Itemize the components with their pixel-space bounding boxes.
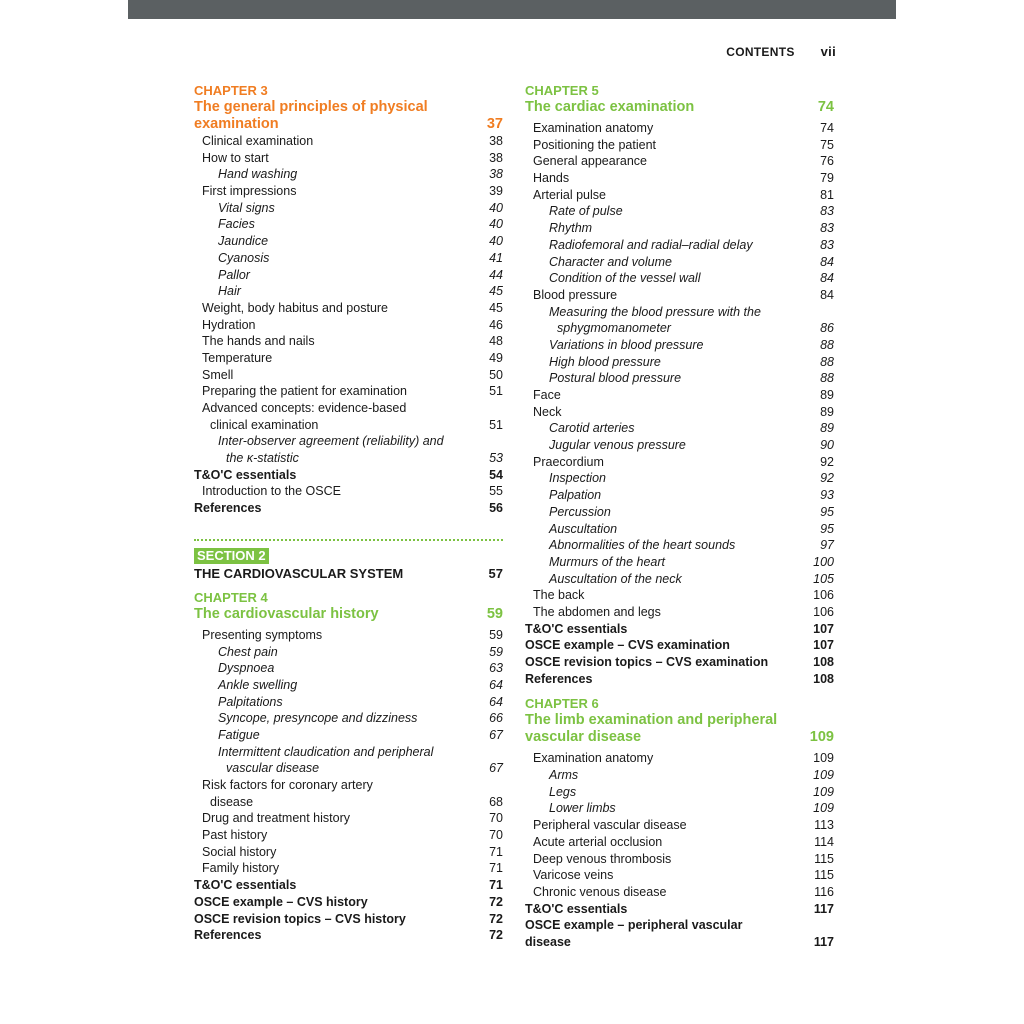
toc-entry	[525, 437, 834, 454]
toc-entry	[525, 637, 834, 654]
toc-entry	[194, 744, 503, 761]
toc-entry	[194, 894, 503, 911]
toc-entry	[525, 554, 834, 571]
chapter-3-entries	[194, 133, 503, 517]
toc-entry-title: Lower limbs	[549, 801, 616, 816]
toc-entry	[525, 287, 834, 304]
toc-entry-title: Peripheral vascular disease	[533, 818, 687, 833]
toc-entry-title: The hands and nails	[202, 334, 315, 349]
toc-entry	[194, 677, 503, 694]
toc-entry	[525, 934, 834, 951]
toc-entry	[525, 767, 834, 784]
toc-entry-page: 93	[820, 488, 834, 503]
chapter-5-label: CHAPTER 5	[525, 83, 599, 98]
toc-entry-page: 55	[489, 484, 503, 499]
toc-entry-page: 51	[489, 384, 503, 399]
toc-entry	[194, 250, 503, 267]
toc-entry-title: Arterial pulse	[533, 187, 606, 202]
section-2-title: THE CARDIOVASCULAR SYSTEM	[194, 565, 404, 581]
toc-entry	[525, 750, 834, 767]
toc-entry-title: Hair	[218, 284, 241, 299]
toc-entry-title: Hand washing	[218, 167, 298, 182]
toc-entry-page: 88	[820, 371, 834, 386]
toc-entry	[194, 760, 503, 777]
toc-entry-title: Postural blood pressure	[549, 371, 682, 386]
toc-entry-title: Syncope, presyncope and dizziness	[218, 711, 418, 726]
toc-entry-title: Fatigue	[218, 727, 260, 742]
toc-entry-page: 90	[820, 438, 834, 453]
toc-entry-title: Praecordium	[533, 454, 604, 469]
toc-entry	[194, 860, 503, 877]
toc-entry-title: sphygmomanometer	[557, 321, 671, 336]
toc-entry-title: T&O'C essentials	[194, 878, 297, 893]
toc-entry	[194, 183, 503, 200]
toc-entry-title: Weight, body habitus and posture	[202, 300, 389, 315]
toc-entry	[525, 153, 834, 170]
toc-entry	[194, 200, 503, 217]
chapter-5-entries	[525, 120, 834, 687]
toc-entry-title: Clinical examination	[202, 134, 314, 148]
chapter-6-title-line1: The limb examination and peripheral	[525, 712, 778, 729]
toc-entry-page: 70	[489, 828, 503, 843]
toc-entry-page: 92	[820, 454, 834, 469]
toc-entry	[525, 137, 834, 154]
toc-entry-title: disease	[210, 794, 254, 809]
section-2-badge-row	[194, 547, 503, 564]
section-2-badge: SECTION 2	[194, 548, 269, 564]
toc-entry-page: 84	[820, 254, 834, 269]
toc-entry-title: Jugular venous pressure	[549, 438, 686, 453]
running-title: CONTENTS	[726, 45, 795, 59]
toc-entry-page: 51	[489, 417, 503, 432]
toc-entry-title: Chronic venous disease	[533, 884, 667, 899]
top-header-bar	[128, 0, 896, 19]
toc-entry	[194, 150, 503, 167]
chapter-4-label: CHAPTER 4	[194, 589, 268, 605]
chapter-3-title-line2	[194, 116, 503, 133]
toc-entry-page: 74	[820, 121, 834, 135]
toc-entry-title: OSCE example – CVS examination	[525, 638, 730, 653]
toc-entry-title: Palpation	[549, 488, 602, 503]
toc-entry-page: 59	[489, 627, 503, 642]
toc-entry	[525, 504, 834, 521]
toc-entry	[525, 220, 834, 237]
running-header	[726, 44, 836, 59]
chapter-5-title-row	[525, 99, 834, 116]
toc-entry-page: 71	[489, 844, 503, 859]
toc-entry-title: Neck	[533, 404, 562, 419]
toc-entry-title: Deep venous thrombosis	[533, 851, 672, 866]
toc-entry-page: 45	[489, 284, 503, 299]
toc-entry-page: 89	[820, 421, 834, 436]
toc-entry	[194, 283, 503, 300]
toc-entry-page: 38	[489, 134, 503, 148]
toc-entry-page: 114	[814, 834, 834, 849]
toc-entry	[525, 834, 834, 851]
toc-entry-page: 88	[820, 337, 834, 352]
toc-entry-page: 59	[489, 644, 503, 659]
toc-entry-page: 81	[820, 187, 834, 202]
toc-entry	[194, 367, 503, 384]
toc-entry-title: Rhythm	[549, 221, 593, 236]
toc-entry	[194, 660, 503, 677]
toc-entry	[525, 420, 834, 437]
toc-entry-title: Facies	[218, 217, 255, 232]
toc-entry-page: 108	[813, 655, 834, 669]
toc-entry-page: 86	[820, 321, 834, 336]
toc-entry	[194, 267, 503, 284]
toc-entry	[525, 120, 834, 137]
toc-left-column	[194, 82, 503, 944]
toc-entry-title: Dyspnoea	[218, 661, 275, 676]
toc-entry-page: 40	[489, 234, 503, 249]
toc-entry	[525, 884, 834, 901]
toc-entry-title: Family history	[202, 861, 280, 876]
toc-entry-page: 71	[489, 861, 503, 876]
toc-entry-page: 117	[813, 901, 834, 916]
toc-entry-page: 72	[489, 928, 503, 943]
toc-entry	[525, 654, 834, 671]
toc-entry	[525, 784, 834, 801]
toc-entry-page: 38	[489, 150, 503, 165]
toc-entry-page: 107	[813, 638, 834, 653]
toc-entry-page: 75	[820, 137, 834, 152]
section-2-page: 57	[488, 565, 503, 581]
toc-entry-page: 38	[489, 167, 503, 182]
toc-entry-page: 83	[820, 237, 834, 252]
toc-entry-title: Hydration	[202, 317, 256, 332]
toc-entry-title: Varicose veins	[533, 868, 614, 883]
toc-entry-page: 95	[820, 504, 834, 519]
section-2-title-row	[194, 564, 503, 583]
toc-entry	[194, 777, 503, 794]
toc-entry-title: References	[525, 671, 593, 686]
chapter-3-label: CHAPTER 3	[194, 83, 268, 98]
toc-entry	[194, 333, 503, 350]
toc-entry-title: Murmurs of the heart	[549, 554, 666, 569]
toc-entry	[525, 454, 834, 471]
toc-entry-title: Introduction to the OSCE	[202, 484, 341, 499]
toc-entry-title: Inter-observer agreement (reliability) and	[218, 434, 444, 449]
toc-entry-page: 79	[820, 171, 834, 186]
toc-entry	[194, 644, 503, 661]
toc-entry-page: 106	[813, 604, 834, 619]
toc-entry	[194, 927, 503, 944]
toc-entry	[194, 417, 503, 434]
toc-entry-title: Inspection	[549, 471, 606, 486]
toc-entry-title: Preparing the patient for examination	[202, 384, 407, 399]
toc-entry-title: The abdomen and legs	[533, 604, 661, 619]
toc-entry	[194, 827, 503, 844]
toc-entry-page: 84	[820, 287, 834, 302]
chapter-6-title-line2	[525, 729, 834, 746]
toc-entry-title: Arms	[549, 768, 579, 783]
chapter-6-title-text: vascular disease	[525, 729, 642, 746]
toc-entry-page: 56	[489, 501, 503, 516]
toc-entry-title: Rate of pulse	[549, 204, 623, 219]
toc-entry	[525, 387, 834, 404]
toc-entry-page: 109	[813, 768, 834, 783]
section-divider	[194, 539, 503, 547]
toc-entry-page: 64	[489, 694, 503, 709]
toc-entry-title: T&O'C essentials	[194, 467, 297, 482]
toc-entry-page: 46	[489, 317, 503, 332]
toc-entry-title: Pallor	[218, 267, 250, 282]
page-number: vii	[820, 44, 836, 59]
chapter-6-label: CHAPTER 6	[525, 696, 599, 712]
toc-entry-title: Legs	[549, 784, 577, 799]
chapter-6-page: 109	[809, 729, 834, 746]
toc-entry	[194, 433, 503, 450]
toc-entry-title: Blood pressure	[533, 287, 618, 302]
toc-entry	[525, 571, 834, 588]
toc-entry	[525, 337, 834, 354]
toc-entry-title: First impressions	[202, 184, 297, 199]
toc-entry-title: Radiofemoral and radial–radial delay	[549, 237, 753, 252]
toc-entry	[525, 521, 834, 538]
toc-entry-title: Social history	[202, 844, 277, 859]
toc-entry	[194, 300, 503, 317]
toc-entry-page: 115	[814, 851, 834, 866]
toc-entry-page: 44	[489, 267, 503, 282]
toc-entry	[525, 537, 834, 554]
toc-entry-page: 53	[489, 451, 503, 466]
chapter-5-title: The cardiac examination	[525, 99, 695, 115]
toc-entry-page: 71	[489, 878, 503, 893]
toc-entry-title: Condition of the vessel wall	[549, 271, 701, 286]
toc-entry-page: 76	[820, 154, 834, 169]
toc-entry-title: Auscultation	[549, 521, 618, 536]
toc-entry-page: 72	[489, 911, 503, 926]
toc-entry-title: Acute arterial occlusion	[533, 834, 663, 849]
toc-entry	[194, 627, 503, 644]
toc-entry-title: T&O'C essentials	[525, 901, 628, 916]
toc-entry-page: 117	[813, 934, 834, 949]
toc-entry-title: Measuring the blood pressure with the	[549, 304, 761, 319]
toc-entry-page: 72	[489, 894, 503, 909]
toc-entry-page: 64	[489, 677, 503, 692]
toc-entry-title: Past history	[202, 828, 268, 843]
toc-entry	[525, 237, 834, 254]
toc-entry-page: 63	[489, 661, 503, 676]
toc-entry	[525, 470, 834, 487]
toc-entry	[194, 710, 503, 727]
toc-entry-title: Palpitations	[218, 694, 283, 709]
toc-entry	[525, 604, 834, 621]
toc-entry	[194, 467, 503, 484]
toc-entry-page: 40	[489, 217, 503, 232]
toc-entry-title: The back	[533, 588, 585, 603]
toc-entry-title: disease	[525, 934, 571, 949]
toc-entry	[525, 917, 834, 934]
toc-entry	[525, 587, 834, 604]
toc-entry	[525, 621, 834, 638]
toc-entry	[525, 370, 834, 387]
toc-entry-title: T&O'C essentials	[525, 621, 628, 636]
toc-entry-title: Positioning the patient	[533, 137, 657, 152]
toc-entry	[194, 350, 503, 367]
chapter-3-page: 37	[486, 116, 503, 132]
toc-entry-page: 95	[820, 521, 834, 536]
toc-entry-title: References	[194, 501, 262, 516]
toc-entry	[525, 170, 834, 187]
toc-entry	[194, 844, 503, 861]
chapter-4-title-row	[194, 606, 503, 623]
toc-entry-title: High blood pressure	[549, 354, 661, 369]
toc-entry-title: General appearance	[533, 154, 647, 169]
toc-entry	[194, 400, 503, 417]
toc-entry	[194, 810, 503, 827]
toc-entry	[525, 254, 834, 271]
toc-entry	[194, 727, 503, 744]
toc-entry-page: 66	[489, 711, 503, 726]
toc-entry-title: Advanced concepts: evidence-based	[202, 401, 407, 415]
toc-entry-page: 45	[489, 300, 503, 315]
toc-entry-page: 41	[489, 250, 503, 265]
toc-entry-page: 70	[489, 811, 503, 826]
toc-entry-title: OSCE example – peripheral vascular	[525, 918, 743, 933]
toc-entry-page: 116	[814, 884, 834, 899]
toc-entry-page: 67	[489, 727, 503, 742]
toc-entry-title: Vital signs	[218, 200, 275, 215]
toc-entry-page: 115	[814, 868, 834, 883]
toc-entry-page: 40	[489, 200, 503, 215]
toc-entry-page: 67	[489, 761, 503, 776]
toc-entry-page: 89	[820, 404, 834, 419]
toc-entry-page: 100	[813, 554, 834, 569]
chapter-4-page: 59	[486, 605, 503, 622]
toc-entry-page: 50	[489, 367, 503, 382]
toc-entry	[525, 487, 834, 504]
toc-entry-title: Presenting symptoms	[202, 627, 323, 642]
toc-entry-page: 48	[489, 334, 503, 349]
chapter-5-page: 74	[817, 99, 834, 115]
toc-entry-title: the κ-statistic	[226, 451, 299, 466]
toc-entry-page: 89	[820, 388, 834, 402]
toc-entry-title: OSCE revision topics – CVS history	[194, 911, 406, 926]
toc-entry-page: 107	[813, 621, 834, 636]
toc-entry-title: How to start	[202, 150, 269, 165]
toc-entry	[194, 133, 503, 150]
toc-entry	[525, 817, 834, 834]
toc-entry-title: OSCE example – CVS history	[194, 894, 368, 909]
toc-entry-page: 39	[489, 184, 503, 199]
toc-entry-title: OSCE revision topics – CVS examination	[525, 655, 769, 669]
toc-entry-title: Risk factors for coronary artery	[202, 778, 373, 792]
toc-entry	[525, 203, 834, 220]
toc-entry	[194, 794, 503, 811]
toc-entry-page: 84	[820, 271, 834, 286]
toc-entry	[525, 404, 834, 421]
toc-entry-page: 83	[820, 221, 834, 236]
toc-entry-page: 106	[813, 588, 834, 603]
toc-entry-title: Chest pain	[218, 644, 278, 659]
toc-entry-page: 97	[820, 538, 834, 553]
chapter-4-title: The cardiovascular history	[194, 605, 379, 622]
toc-entry	[194, 911, 503, 928]
toc-entry	[525, 800, 834, 817]
toc-entry	[194, 383, 503, 400]
toc-entry-title: Percussion	[549, 504, 611, 519]
toc-entry-title: Hands	[533, 171, 570, 186]
chapter-3-title-text: examination	[194, 116, 279, 132]
toc-entry-title: Smell	[202, 367, 234, 382]
toc-entry	[194, 317, 503, 334]
toc-entry-title: Ankle swelling	[218, 677, 298, 692]
toc-entry	[194, 166, 503, 183]
toc-entry	[525, 320, 834, 337]
toc-entry-page: 108	[813, 671, 834, 686]
toc-entry	[525, 354, 834, 371]
toc-entry-title: Face	[533, 388, 561, 402]
toc-entry	[525, 901, 834, 918]
toc-entry	[525, 304, 834, 321]
toc-entry-page: 109	[813, 751, 834, 766]
toc-entry	[525, 270, 834, 287]
toc-entry-page: 113	[814, 818, 834, 833]
toc-entry	[194, 877, 503, 894]
toc-entry-title: vascular disease	[226, 761, 320, 776]
toc-entry-title: Abnormalities of the heart sounds	[549, 538, 736, 553]
toc-entry	[525, 851, 834, 868]
toc-entry	[194, 216, 503, 233]
toc-entry-page: 68	[489, 794, 503, 809]
toc-entry	[194, 500, 503, 517]
toc-entry	[194, 694, 503, 711]
toc-entry	[194, 233, 503, 250]
toc-entry-title: Cyanosis	[218, 250, 270, 265]
toc-entry-page: 54	[489, 467, 503, 482]
toc-entry-title: Examination anatomy	[533, 121, 654, 135]
toc-entry-title: Carotid arteries	[549, 421, 635, 436]
toc-entry-title: Character and volume	[549, 254, 672, 269]
chapter-4-entries	[194, 627, 503, 944]
toc-entry-title: Intermittent claudication and peripheral	[218, 744, 434, 759]
chapter-6-entries	[525, 750, 834, 950]
toc-entry-title: Variations in blood pressure	[549, 337, 704, 352]
toc-entry-title: Jaundice	[218, 234, 269, 249]
toc-entry-title: Temperature	[202, 350, 273, 365]
toc-entry	[194, 483, 503, 500]
toc-entry	[525, 671, 834, 688]
toc-entry-page: 109	[813, 784, 834, 799]
toc-entry-page: 105	[813, 571, 834, 586]
toc-entry-title: References	[194, 928, 262, 943]
toc-entry	[525, 867, 834, 884]
toc-entry	[525, 187, 834, 204]
chapter-3-title-line1: The general principles of physical	[194, 99, 428, 115]
toc-entry-page: 109	[813, 801, 834, 816]
toc-entry-page: 92	[820, 471, 834, 486]
toc-entry-title: Examination anatomy	[533, 751, 654, 766]
toc-entry-page: 49	[489, 350, 503, 365]
toc-entry	[194, 450, 503, 467]
toc-entry-page: 83	[820, 204, 834, 219]
toc-right-column	[525, 82, 834, 951]
toc-entry-title: Drug and treatment history	[202, 811, 350, 826]
toc-entry-title: Auscultation of the neck	[549, 571, 682, 586]
toc-entry-page: 88	[820, 354, 834, 369]
toc-entry-title: clinical examination	[210, 417, 319, 432]
